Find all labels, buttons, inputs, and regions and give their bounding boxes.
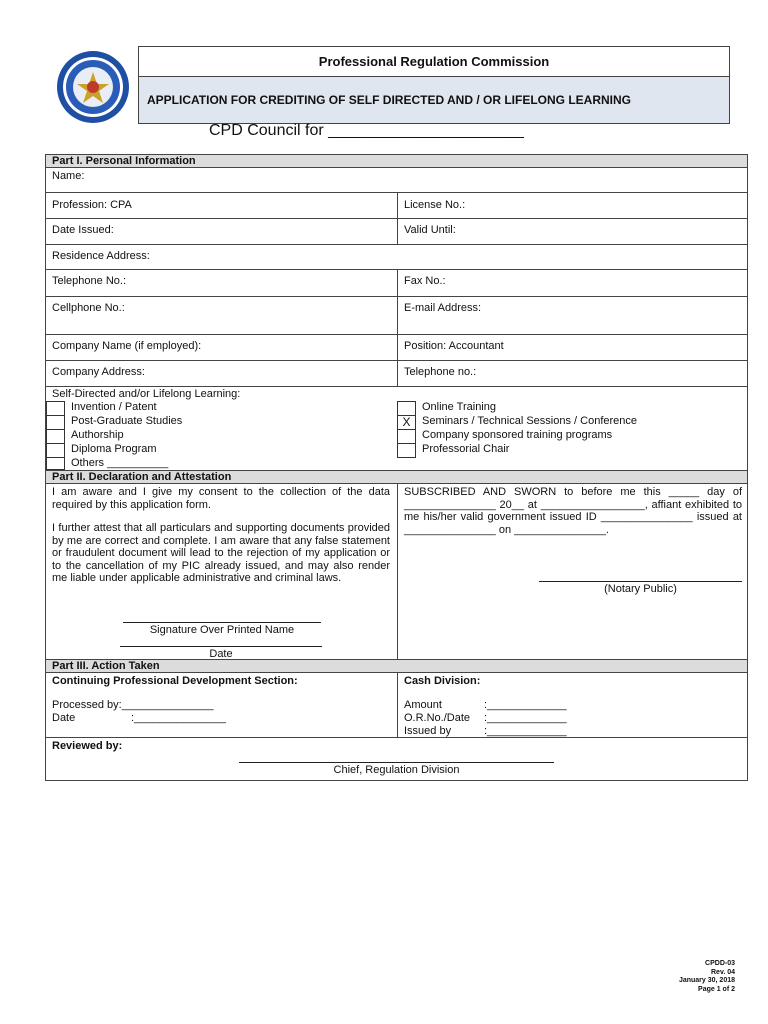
date-label: Date [209,648,233,660]
checkbox-professorial-chair[interactable] [397,443,416,458]
learning-label: Self-Directed and/or Lifelong Learning: [52,388,241,400]
declaration-left [46,484,397,659]
cpd-section-label: Continuing Professional Development Section: [52,675,298,687]
cash-division-label: Cash Division: [404,675,481,687]
form-footer [679,960,735,994]
checkbox-authorship[interactable] [46,429,65,444]
cpd-section [46,673,397,737]
agency-name: Professional Regulation Commission [139,47,729,77]
issued-by-label: Issued by [404,725,452,737]
label-seminars: Seminars / Technical Sessions / Conference [422,415,638,427]
signature-label: Signature Over Printed Name [149,624,295,636]
date-issued-row [46,219,747,245]
company-address-row [46,361,747,387]
cellphone-field[interactable]: Cellphone No.: [52,302,125,314]
prc-seal-logo [56,50,130,124]
sworn-text: SUBSCRIBED AND SWORN to before me this _____ day of _______________ 20__ at _________________, affiant exhibited to me his/her valid government issued ID _______________ issued at _______________ on _______________. [404,486,742,536]
declaration-row [46,484,747,660]
label-postgraduate: Post-Graduate Studies [71,415,183,427]
application-form [45,154,748,781]
learning-row [46,387,747,471]
name-field[interactable]: Name: [52,170,85,182]
company-address-field[interactable]: Company Address: [52,366,145,378]
cpd-date-field[interactable]: :_______________ [131,712,226,724]
part1-heading: Part I. Personal Information [46,155,747,168]
label-company-training: Company sponsored training programs [422,429,613,441]
notary-label: (Notary Public) [604,583,677,595]
or-date-field[interactable]: :_____________ [484,712,567,724]
reviewer-signature-line[interactable] [239,762,554,763]
profession-field[interactable]: Profession: CPA [52,199,132,211]
reviewed-by-label: Reviewed by: [52,740,123,752]
cash-division [397,673,747,737]
cpd-date-label: Date [52,712,76,724]
part3-heading: Part III. Action Taken [46,660,747,673]
company-name-field[interactable]: Company Name (if employed): [52,340,202,352]
date-line[interactable] [120,646,322,647]
checkbox-online-training[interactable] [397,401,416,416]
position-field[interactable]: Position: Accountant [397,335,504,360]
fax-field[interactable]: Fax No.: [397,270,446,296]
label-online-training: Online Training [422,401,496,413]
declaration-right [397,484,747,659]
company-row [46,335,747,361]
date-issued-field[interactable]: Date Issued: [52,224,114,236]
header-box [138,46,730,124]
residence-field[interactable]: Residence Address: [52,250,150,262]
council-line: CPD Council for ______________________ [209,122,524,139]
label-diploma: Diploma Program [71,443,157,455]
chief-label: Chief, Regulation Division [333,764,460,776]
profession-row [46,193,747,219]
company-telephone-field[interactable]: Telephone no.: [397,361,476,386]
action-row [46,673,747,738]
name-row [46,168,747,193]
signature-line[interactable] [123,622,321,623]
amount-label: Amount [404,699,442,711]
checkbox-postgraduate[interactable] [46,415,65,430]
form-title: APPLICATION FOR CREDITING OF SELF DIRECTED AND / OR LIFELONG LEARNING [139,77,729,123]
attest-text: I further attest that all particulars and supporting documents provided by me are correct and complete. I am aware that any false statement or fraudulent document will lead to the rejection of my application or to the cancellation of my PIC already issued, and may also render me liable under applicable administrative and criminal laws. [52,522,390,584]
valid-until-field[interactable]: Valid Until: [397,219,456,244]
checkbox-others[interactable] [46,457,65,470]
notary-line[interactable] [539,581,742,582]
checkbox-invention[interactable] [46,401,65,416]
email-field[interactable]: E-mail Address: [397,297,481,334]
or-date-label: O.R.No./Date [404,712,471,724]
checkbox-diploma[interactable] [46,443,65,458]
form-revision: Rev. 04 [711,968,735,976]
processed-by-field[interactable]: Processed by:_______________ [52,699,214,711]
amount-field[interactable]: :_____________ [484,699,567,711]
label-authorship: Authorship [71,429,124,441]
label-professorial-chair: Professorial Chair [422,443,510,455]
consent-text: I am aware and I give my consent to the collection of the data required by this application form. [52,486,390,511]
form-code: CPDD-03 [705,960,735,967]
issued-by-field[interactable]: :_____________ [484,725,567,737]
part2-heading: Part II. Declaration and Attestation [46,471,747,484]
telephone-field[interactable]: Telephone No.: [52,275,126,287]
label-others: Others __________ [71,457,169,469]
label-invention: Invention / Patent [71,401,157,413]
telephone-row [46,270,747,297]
reviewed-row [46,738,747,780]
page-number: Page 1 of 2 [698,985,735,993]
license-field[interactable]: License No.: [397,193,465,218]
form-date: January 30, 2018 [678,977,735,984]
cellphone-row [46,297,747,335]
checkbox-company-training[interactable] [397,429,416,444]
checkbox-seminars[interactable]: X [397,415,416,430]
residence-row [46,245,747,270]
